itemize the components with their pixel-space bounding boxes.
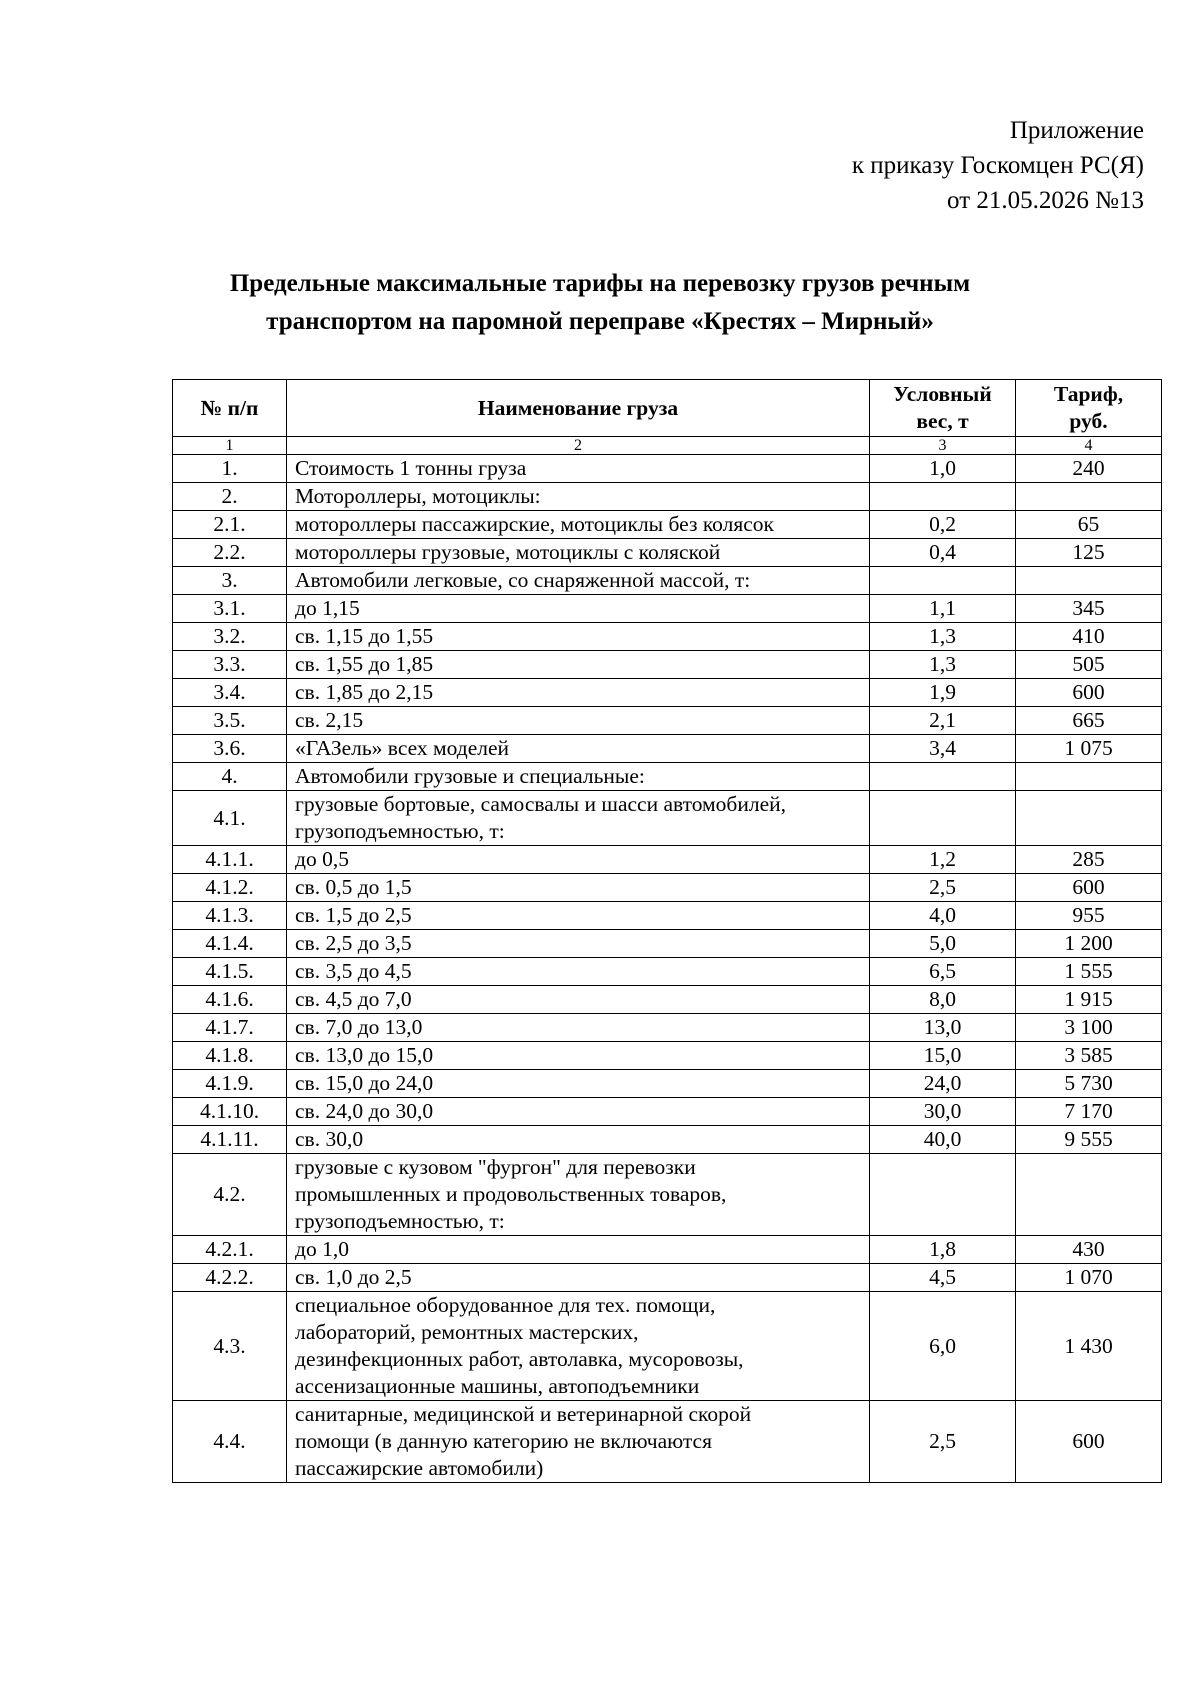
conditional-weight bbox=[870, 567, 1016, 595]
column-number: 3 bbox=[870, 437, 1016, 455]
cargo-name-line: специальное оборудованное для тех. помощи, bbox=[295, 1293, 716, 1317]
cargo-name-line: грузоподъемностью, т: bbox=[295, 1209, 505, 1233]
tariff-value bbox=[1016, 791, 1162, 846]
table-row bbox=[173, 1042, 1162, 1070]
cargo-name-line: помощи (в данную категорию не включаются bbox=[295, 1429, 712, 1453]
table-row bbox=[173, 791, 1162, 846]
cargo-name-line: до 0,5 bbox=[295, 847, 349, 871]
table-row bbox=[173, 679, 1162, 707]
table-row bbox=[173, 1098, 1162, 1126]
tariff-value: 1 555 bbox=[1016, 958, 1162, 986]
column-number: 1 bbox=[173, 437, 287, 455]
cargo-name-line: ассенизационные машины, автоподъемники bbox=[295, 1374, 700, 1398]
cargo-name bbox=[287, 1236, 870, 1264]
row-number: 4.1.5. bbox=[173, 958, 287, 986]
cargo-name-line: св. 4,5 до 7,0 bbox=[295, 987, 412, 1011]
table-row bbox=[173, 651, 1162, 679]
tariff-value: 5 730 bbox=[1016, 1070, 1162, 1098]
header-num: № п/п bbox=[173, 380, 287, 437]
table-header-row bbox=[173, 380, 1162, 437]
appendix-line-3: от 21.05.2026 №13 bbox=[947, 187, 1144, 214]
conditional-weight: 2,1 bbox=[870, 707, 1016, 735]
cargo-name bbox=[287, 1070, 870, 1098]
cargo-name-line: св. 7,0 до 13,0 bbox=[295, 1015, 423, 1039]
cargo-name bbox=[287, 1401, 870, 1483]
cargo-name bbox=[287, 735, 870, 763]
tariff-value: 665 bbox=[1016, 707, 1162, 735]
header-weight bbox=[870, 380, 1016, 437]
conditional-weight bbox=[870, 483, 1016, 511]
cargo-name-line: грузоподъемностью, т: bbox=[295, 819, 505, 843]
row-number: 4.1.9. bbox=[173, 1070, 287, 1098]
cargo-name bbox=[287, 539, 870, 567]
row-number: 4.1.10. bbox=[173, 1098, 287, 1126]
row-number: 4.1.8. bbox=[173, 1042, 287, 1070]
conditional-weight: 1,2 bbox=[870, 846, 1016, 874]
conditional-weight: 15,0 bbox=[870, 1042, 1016, 1070]
cargo-name-line: св. 1,0 до 2,5 bbox=[295, 1265, 412, 1289]
row-number: 4.1. bbox=[173, 791, 287, 846]
cargo-name-line: Мотороллеры, мотоциклы: bbox=[295, 484, 541, 508]
row-number: 3. bbox=[173, 567, 287, 595]
cargo-name-line: св. 15,0 до 24,0 bbox=[295, 1071, 434, 1095]
conditional-weight: 4,5 bbox=[870, 1264, 1016, 1292]
table-row bbox=[173, 763, 1162, 791]
header-tariff-line-1: Тариф, bbox=[1053, 382, 1124, 406]
conditional-weight: 2,5 bbox=[870, 1401, 1016, 1483]
conditional-weight: 40,0 bbox=[870, 1126, 1016, 1154]
cargo-name-line: Автомобили грузовые и специальные: bbox=[295, 764, 645, 788]
table-row bbox=[173, 483, 1162, 511]
conditional-weight bbox=[870, 763, 1016, 791]
cargo-name-line: св. 24,0 до 30,0 bbox=[295, 1099, 434, 1123]
row-number: 4.1.3. bbox=[173, 902, 287, 930]
conditional-weight: 3,4 bbox=[870, 735, 1016, 763]
table-row bbox=[173, 567, 1162, 595]
column-number: 4 bbox=[1016, 437, 1162, 455]
row-number: 4.1.11. bbox=[173, 1126, 287, 1154]
cargo-name-line: санитарные, медицинской и ветеринарной скорой bbox=[295, 1402, 752, 1426]
conditional-weight: 1,3 bbox=[870, 623, 1016, 651]
title-line-2: транспортом на паромной переправе «Крестях – Мирный» bbox=[266, 308, 934, 335]
table-row bbox=[173, 1154, 1162, 1236]
cargo-name-line: Автомобили легковые, со снаряженной массой, т: bbox=[295, 568, 751, 592]
row-number: 3.2. bbox=[173, 623, 287, 651]
tariff-value: 430 bbox=[1016, 1236, 1162, 1264]
table-row bbox=[173, 1401, 1162, 1483]
cargo-name bbox=[287, 874, 870, 902]
row-number: 4.3. bbox=[173, 1292, 287, 1401]
row-number: 2.2. bbox=[173, 539, 287, 567]
cargo-name-line: св. 13,0 до 15,0 bbox=[295, 1043, 434, 1067]
tariff-value: 1 075 bbox=[1016, 735, 1162, 763]
table-row bbox=[173, 902, 1162, 930]
table-row bbox=[173, 874, 1162, 902]
cargo-name-line: до 1,0 bbox=[295, 1237, 349, 1261]
row-number: 3.4. bbox=[173, 679, 287, 707]
table-row bbox=[173, 846, 1162, 874]
tariff-table-body bbox=[173, 455, 1162, 1483]
cargo-name bbox=[287, 679, 870, 707]
tariff-value bbox=[1016, 567, 1162, 595]
cargo-name-line: мотороллеры пассажирские, мотоциклы без колясок bbox=[295, 512, 775, 536]
row-number: 4.1.4. bbox=[173, 930, 287, 958]
table-row bbox=[173, 1014, 1162, 1042]
cargo-name-line: св. 30,0 bbox=[295, 1127, 364, 1151]
cargo-name bbox=[287, 651, 870, 679]
table-row bbox=[173, 539, 1162, 567]
header-tariff-line-2: руб. bbox=[1069, 409, 1108, 433]
cargo-name bbox=[287, 511, 870, 539]
conditional-weight: 24,0 bbox=[870, 1070, 1016, 1098]
tariff-value: 125 bbox=[1016, 539, 1162, 567]
tariff-value: 345 bbox=[1016, 595, 1162, 623]
cargo-name-line: св. 1,55 до 1,85 bbox=[295, 652, 434, 676]
conditional-weight: 1,9 bbox=[870, 679, 1016, 707]
table-row bbox=[173, 930, 1162, 958]
row-number: 1. bbox=[173, 455, 287, 483]
conditional-weight: 1,0 bbox=[870, 455, 1016, 483]
conditional-weight: 6,0 bbox=[870, 1292, 1016, 1401]
row-number: 4.1.2. bbox=[173, 874, 287, 902]
row-number: 3.1. bbox=[173, 595, 287, 623]
table-row bbox=[173, 735, 1162, 763]
cargo-name-line: св. 3,5 до 4,5 bbox=[295, 959, 412, 983]
row-number: 4.2.1. bbox=[173, 1236, 287, 1264]
tariff-value: 1 430 bbox=[1016, 1292, 1162, 1401]
tariff-value: 410 bbox=[1016, 623, 1162, 651]
tariff-value: 65 bbox=[1016, 511, 1162, 539]
tariff-value: 600 bbox=[1016, 1401, 1162, 1483]
column-number: 2 bbox=[287, 437, 870, 455]
document-title bbox=[0, 265, 1200, 341]
conditional-weight bbox=[870, 791, 1016, 846]
tariff-value: 600 bbox=[1016, 874, 1162, 902]
tariff-value: 1 200 bbox=[1016, 930, 1162, 958]
row-number: 4.4. bbox=[173, 1401, 287, 1483]
tariff-table bbox=[172, 379, 1162, 1483]
cargo-name bbox=[287, 930, 870, 958]
table-row bbox=[173, 707, 1162, 735]
cargo-name bbox=[287, 958, 870, 986]
cargo-name bbox=[287, 986, 870, 1014]
table-row bbox=[173, 986, 1162, 1014]
cargo-name-line: мотороллеры грузовые, мотоциклы с коляской bbox=[295, 540, 721, 564]
cargo-name-line: св. 1,5 до 2,5 bbox=[295, 903, 412, 927]
tariff-value: 3 585 bbox=[1016, 1042, 1162, 1070]
cargo-name-line: св. 2,15 bbox=[295, 708, 364, 732]
cargo-name bbox=[287, 1292, 870, 1401]
conditional-weight: 0,2 bbox=[870, 511, 1016, 539]
conditional-weight: 1,8 bbox=[870, 1236, 1016, 1264]
cargo-name bbox=[287, 707, 870, 735]
cargo-name bbox=[287, 483, 870, 511]
row-number: 4.1.6. bbox=[173, 986, 287, 1014]
cargo-name bbox=[287, 763, 870, 791]
cargo-name-line: грузовые бортовые, самосвалы и шасси автомобилей, bbox=[295, 792, 787, 816]
cargo-name-line: св. 1,85 до 2,15 bbox=[295, 680, 434, 704]
tariff-value: 240 bbox=[1016, 455, 1162, 483]
row-number: 3.3. bbox=[173, 651, 287, 679]
tariff-value: 3 100 bbox=[1016, 1014, 1162, 1042]
cargo-name-line: «ГАЗель» всех моделей bbox=[295, 736, 510, 760]
cargo-name-line: Стоимость 1 тонны груза bbox=[295, 456, 527, 480]
tariff-value: 9 555 bbox=[1016, 1126, 1162, 1154]
conditional-weight: 8,0 bbox=[870, 986, 1016, 1014]
tariff-value: 1 070 bbox=[1016, 1264, 1162, 1292]
table-row bbox=[173, 1264, 1162, 1292]
row-number: 4.2.2. bbox=[173, 1264, 287, 1292]
conditional-weight: 2,5 bbox=[870, 874, 1016, 902]
cargo-name bbox=[287, 1098, 870, 1126]
conditional-weight: 30,0 bbox=[870, 1098, 1016, 1126]
tariff-value bbox=[1016, 483, 1162, 511]
cargo-name-line: грузовые с кузовом "фургон" для перевозки bbox=[295, 1155, 696, 1179]
header-tariff bbox=[1016, 380, 1162, 437]
tariff-value: 285 bbox=[1016, 846, 1162, 874]
row-number: 4. bbox=[173, 763, 287, 791]
cargo-name bbox=[287, 455, 870, 483]
cargo-name bbox=[287, 1014, 870, 1042]
conditional-weight: 4,0 bbox=[870, 902, 1016, 930]
table-row bbox=[173, 1126, 1162, 1154]
tariff-value bbox=[1016, 1154, 1162, 1236]
tariff-value: 7 170 bbox=[1016, 1098, 1162, 1126]
cargo-name bbox=[287, 567, 870, 595]
tariff-value: 1 915 bbox=[1016, 986, 1162, 1014]
conditional-weight: 1,3 bbox=[870, 651, 1016, 679]
cargo-name-line: лабораторий, ремонтных мастерских, bbox=[295, 1320, 639, 1344]
row-number: 3.6. bbox=[173, 735, 287, 763]
cargo-name bbox=[287, 1126, 870, 1154]
cargo-name-line: св. 2,5 до 3,5 bbox=[295, 931, 412, 955]
header-weight-line-2: вес, т bbox=[916, 409, 969, 433]
appendix-line-1: Приложение bbox=[1009, 117, 1144, 144]
cargo-name bbox=[287, 791, 870, 846]
cargo-name bbox=[287, 1264, 870, 1292]
cargo-name bbox=[287, 1154, 870, 1236]
tariff-value: 955 bbox=[1016, 902, 1162, 930]
row-number: 3.5. bbox=[173, 707, 287, 735]
cargo-name bbox=[287, 846, 870, 874]
tariff-value bbox=[1016, 763, 1162, 791]
conditional-weight: 0,4 bbox=[870, 539, 1016, 567]
table-row bbox=[173, 1236, 1162, 1264]
cargo-name bbox=[287, 902, 870, 930]
conditional-weight bbox=[870, 1154, 1016, 1236]
table-row bbox=[173, 511, 1162, 539]
cargo-name-line: промышленных и продовольственных товаров, bbox=[295, 1182, 727, 1206]
table-row bbox=[173, 623, 1162, 651]
table-row bbox=[173, 1292, 1162, 1401]
appendix-block bbox=[852, 113, 1144, 218]
cargo-name-line: св. 1,15 до 1,55 bbox=[295, 624, 434, 648]
tariff-value: 600 bbox=[1016, 679, 1162, 707]
tariff-value: 505 bbox=[1016, 651, 1162, 679]
title-line-1: Предельные максимальные тарифы на перевозку грузов речным bbox=[229, 270, 971, 297]
cargo-name-line: дезинфекционных работ, автолавка, мусоровозы, bbox=[295, 1347, 744, 1371]
conditional-weight: 13,0 bbox=[870, 1014, 1016, 1042]
conditional-weight: 6,5 bbox=[870, 958, 1016, 986]
cargo-name-line: до 1,15 bbox=[295, 596, 360, 620]
table-row bbox=[173, 595, 1162, 623]
table-row bbox=[173, 958, 1162, 986]
row-number: 4.2. bbox=[173, 1154, 287, 1236]
cargo-name bbox=[287, 1042, 870, 1070]
row-number: 4.1.7. bbox=[173, 1014, 287, 1042]
conditional-weight: 5,0 bbox=[870, 930, 1016, 958]
column-number-row bbox=[173, 437, 1162, 455]
cargo-name bbox=[287, 595, 870, 623]
cargo-name-line: св. 0,5 до 1,5 bbox=[295, 875, 412, 899]
table-row bbox=[173, 455, 1162, 483]
row-number: 4.1.1. bbox=[173, 846, 287, 874]
header-weight-line-1: Условный bbox=[893, 382, 992, 406]
appendix-line-2: к приказу Госкомцен РС(Я) bbox=[851, 152, 1144, 179]
cargo-name-line: пассажирские автомобили) bbox=[295, 1456, 544, 1480]
header-name: Наименование груза bbox=[287, 380, 870, 437]
row-number: 2. bbox=[173, 483, 287, 511]
conditional-weight: 1,1 bbox=[870, 595, 1016, 623]
table-row bbox=[173, 1070, 1162, 1098]
row-number: 2.1. bbox=[173, 511, 287, 539]
cargo-name bbox=[287, 623, 870, 651]
